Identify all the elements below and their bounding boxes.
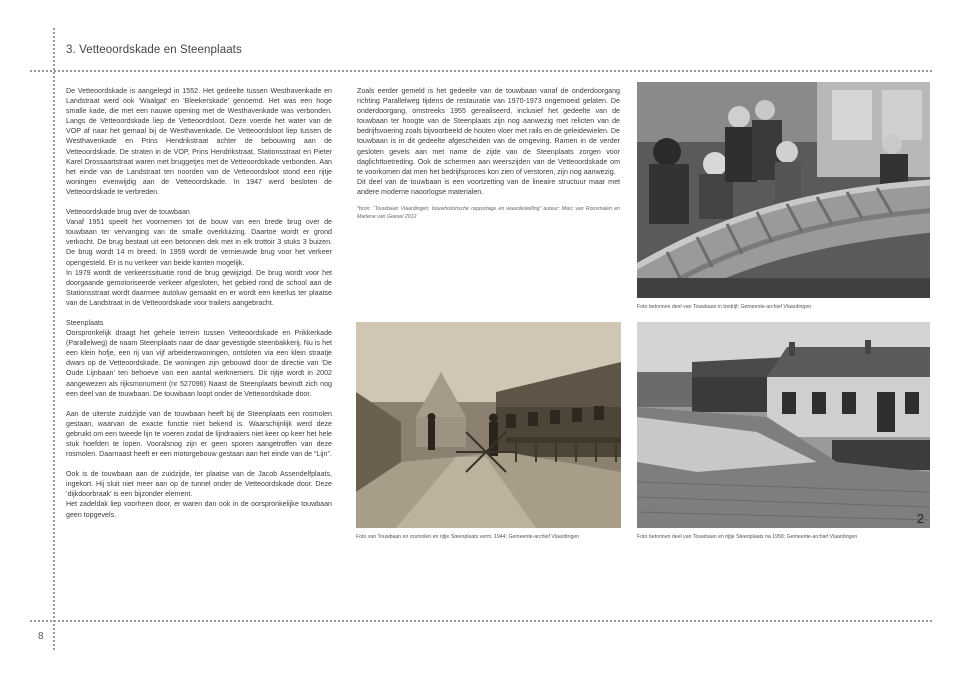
photo-caption: Foto betonnen deel van Touwbaan en rijtje Steenplaats na 1958; Gemeente-archief Vlaardingen — [637, 534, 858, 540]
photo-caption: Foto van Touwbaan en rosmolen en rijtje Steenplaats verm. 1944; Gemeente-archief Vlaardingen — [356, 534, 580, 540]
footer-dotted-rule — [30, 620, 932, 622]
header-dotted-rule — [30, 70, 932, 72]
section-heading: Steenplaats — [66, 318, 104, 327]
page-number: 8 — [38, 631, 44, 642]
paragraph: In 1979 wordt de verkeerssituatie rond de brug gewijzigd. De brug wordt voor het doorgaande gemotoriseerde verkeer afgesloten, het gebied rond de school aan de Stationsstraat wordt daarmee autoluw gemaakt en er wordt een keerlus ter plaatse van de Landstraat in de Vetteoordskade voor trailers aangebracht. — [66, 268, 332, 307]
margin-dotted-rule — [53, 28, 55, 650]
page-title: 3. Vetteoordskade en Steenplaats — [66, 44, 242, 56]
photo-caption: Foto betonnen deel van Touwbaan in bedrijf; Gemeente-archief Vlaardingen — [637, 304, 812, 310]
paragraph: Vanaf 1951 speelt het voornemen tot de bouw van een brede brug over de touwbaan ter vervanging van de smalle overkluizing. Daartoe wordt er grond verkocht. De brug bestaat uit een betonnen dek met in elk trottoir 3 stuks 3 buizen. De brug wordt 14 m breed. In 1959 wordt de vernieuwde brug voor het verkeer opengesteld. Er is nu verkeer van beide kanten mogelijk. — [66, 218, 332, 267]
paragraph: Aan de uiterste zuidzijde van de touwbaan heeft bij de Steenplaats een rosmolen gestaan, waarvan de exacte functie niet bekend is. Waarschijnlijk werd deze gebruikt om een tweede lijn te voeren zodat de lijndraaiers niet keer op keer het hele stuk hoefden te lopen. Vooralsnog zijn er geen sporen aangetroffen van deze rosmolen. Daarnaast heeft er een motorgebouw gestaan aan het einde van de “Lijn”. — [66, 409, 332, 459]
paragraph: De Vetteoordskade is aangelegd in 1552. Het gedeelte tussen Westhavenkade en Landstraat werd ook ‘Waalgat’ en ‘Bleekerskade’ genoemd. Het was een hoge smalle kade, die met een nauwe opening met de Westhavenkade was verbonden. Langs de Vetteoordskade liep de Vetteoordsloot. Deze voerde het water van de VOP af naar het gemaal bij de Westhavenkade. De Vetteoordsloot liep tussen de Westhavenkade en Prins Hendrikstraat achter de bebouwing aan de Vetteoordskade. De straten in de VOP, Prins Hendrikstraat, Stationsstraat en Pieter Karel Drossaartstraat waren met bruggetjes met de Vetteoordskade verbonden. Aan het einde van de Landstraat ten noorden van de Vetteoordsloot stond een rijtje woningen evenwijdig aan de Vetteoordskade. In 1947 werd besloten de Vetteoordskade te verbreden. — [66, 87, 332, 196]
section-heading: Vetteoordskade brug over de touwbaan — [66, 208, 190, 217]
text-column-left — [66, 86, 332, 520]
photo-rope-walk-and-steenplaats-row-image — [637, 322, 930, 528]
photo-rope-walk-in-use-image — [637, 82, 930, 298]
photo-rope-walk-in-use — [637, 82, 930, 298]
photo-rope-walk-and-horse-mill-image — [356, 322, 621, 528]
paragraph: Oorspronkelijk draagt het gehele terrein tussen Vetteoordskade en Prikkerkade (Parallelweg) de naam Steenplaats naar de daar gevestigde steenbakkerij. Nu is het een klein hofje, een rij van vijf arbeiderswoningen, ontsloten via een klein straatje dwars op de Vetteoordskade. De woningen zijn gebouwd door de directie van ‘De Oude Lijnbaan’ ten behoeve van een aantal werknemers. Dit rijtje wordt in 2002 aangewezen als rijksmonument (nr 527096) Naast de Steenplaats bevindt zich nog een deel van de touwbaan. De touwbaan loopt onder de Vetteoordskade door. — [66, 329, 332, 398]
photo-rope-walk-and-horse-mill — [356, 322, 621, 528]
photo-number-label: 2 — [916, 511, 924, 526]
paragraph: Zoals eerder gemeld is het gedeelte van de touwbaan vanaf de onderdoorgang richting Parallelweg tijdens de restauratie van 1970-1973 ongemoeid gelaten. De onderdoorgang, omstreeks 1955 gerealiseerd, inclusief het gedeelte van de touwbaan ter hoogte van de Steenplaats zijn nog aanwezig met relicten van de bedrijfsvoering zoals bijvoorbeeld de houten vloer met rails en de geleidewielen. De touwbaan is in dit gedeelte afgescheiden van de omgeving. Ramen in de verder gesloten gevels aan met name de zijde van de Steenplaats zorgen voor daglichttoetreding. Ook de schermen aan weerszijden van de Vetteoordskade om te voorkomen dat men het bedrijfsproces kon zien of verstoren, zijn nog aanwezig. — [357, 87, 620, 176]
text-column-middle — [357, 86, 620, 221]
paragraph: Ook is de touwbaan aan de zuidzijde, ter plaatse van de Jacob Assendelfplaats, ingekort. Hij sluit niet meer aan op de tunnel onder de Vetteoordskade door. Deze ‘dijkdoorbraak’ is een bijzonder element. — [66, 470, 332, 499]
paragraph: Het zadeldak liep voorheen door, er waren dan ook in de oorspronkelijke touwbaan geen topgevels. — [66, 500, 332, 519]
source-note: *bron: “Touwbaan Vlaardingen; bouwhistorische rapportage en waardestelling” auteur: Marc van Roosmalen en Marlene van Geesel 2012 — [357, 206, 620, 220]
paragraph: Dit deel van de touwbaan is een voortzetting van de lineaire structuur maar met andere moderne naoorlogse materialen. — [357, 177, 620, 196]
photo-rope-walk-and-steenplaats-row — [637, 322, 930, 528]
